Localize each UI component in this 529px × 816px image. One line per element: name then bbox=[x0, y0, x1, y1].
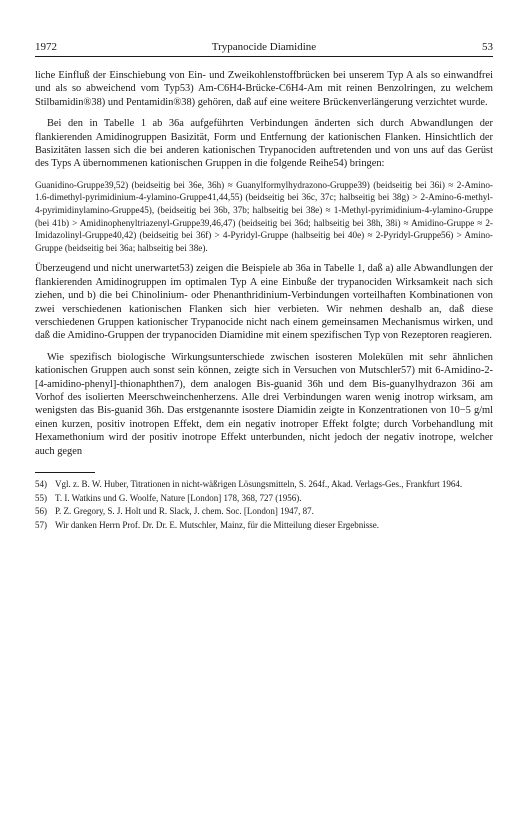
footnote-text: T. I. Watkins und G. Woolfe, Nature [London] 178, 368, 727 (1956). bbox=[55, 492, 302, 503]
footnote-number: 57) bbox=[35, 519, 47, 530]
footnote bbox=[35, 520, 493, 532]
footnote-number: 55) bbox=[35, 492, 47, 503]
footnote bbox=[35, 506, 493, 518]
footnote bbox=[35, 493, 493, 505]
footnote-rule bbox=[35, 472, 95, 473]
footnote-text: P. Z. Gregory, S. J. Holt und R. Slack, J. chem. Soc. [London] 1947, 87. bbox=[55, 506, 314, 517]
basicity-series-paragraph: Guanidino-Gruppe39,52) (beidseitig bei 36e, 36h) ≈ Guanylformylhydrazono-Gruppe39) (beidseitig bei 36i) ≈ 2-Amino-1.6-dimethyl-pyrimidinium-4-ylamino-Gruppe41,44,55) (beidseitig bei 36c, 37c; halbseitig bei 38g) > 2-Amino-6-methyl-4-pyrimidinylamino-Gruppe45), (beidseitig bei 36b, 37b; halbseitig bei 38e) ≈ 1-Methyl-pyrimidinium-4-ylamino-Gruppe (bei 41b) > Amidinophenyltriazenyl-Gruppe39,46,47) (beidseitig bei 36d; halbseitig bei 38h, 38i) ≈ Amidino-Gruppe ≈ 2-Imidazolinyl-Gruppe40,42) (beidseitig bei 36f) > 4-Pyridyl-Gruppe (halbseitig bei 40e) ≈ 2-Pyridyl-Gruppe56) > Amino-Gruppe (beidseitig bei 36a; halbseitig bei 38e). bbox=[35, 179, 496, 253]
header-page-number: 53 bbox=[482, 41, 493, 53]
paragraph-4: Überzeugend und nicht unerwartet53) zeigen die Beispiele ab 36a in Tabelle 1, daß a) alle Abwandlungen der flankierenden Amidinogruppen im optimalen Typ A eine Einbuße der trypanociden Wirksamkeit nach sich ziehen, und b) die bei Chinolinium- oder Phenanthridinium-Verbindungen vorteilhaften Kombinationen von zwei verschiedenen kationischen Flanken sich hier verbieten. Wir nehmen deshalb an, daß diese verschiedenen Gruppen kationischer Trypanocide nicht nach einem gemeinsamen Mechanismus wirken, und daß die Amidino-Gruppen der trypanociden Diamidine mit einem spezifischen Typ von Rezeptoren reagieren. bbox=[35, 263, 496, 342]
header-title: Trypanocide Diamidine bbox=[211, 41, 317, 53]
footnote-text: Vgl. z. B. W. Huber, Titrationen in nicht-wäßrigen Lösungsmitteln, S. 264f., Akad. Verlags-Ges., Frankfurt 1964. bbox=[55, 479, 463, 490]
paragraph-1: liche Einfluß der Einschiebung von Ein- und Zweikohlenstoffbrücken bei unserem Typ A als so einwandfrei und als so abweichend vom Typ53) Am-C6H4-Brücke-C6H4-Am mit reinen Benzolringen, zu welchem Stilbamidin®38) und Pentamidin®38) gehören, daß auf eine weitere Brückenverlängerung verzichtet wurde. bbox=[35, 70, 496, 108]
running-header bbox=[35, 40, 493, 54]
header-year: 1972 bbox=[35, 41, 57, 53]
footnote-text: Wir danken Herrn Prof. Dr. Dr. E. Mutschler, Mainz, für die Mitteilung dieser Ergebnisse. bbox=[55, 519, 380, 530]
header-rule bbox=[35, 56, 493, 57]
footnote-number: 54) bbox=[35, 479, 47, 490]
footnote-number: 56) bbox=[35, 506, 47, 517]
paragraph-2: Bei den in Tabelle 1 ab 36a aufgeführten Verbindungen änderten sich durch Abwandlungen der flankierenden Amidinogruppen Basizität, Form und Entfernung der kationischen Flanken. Hinsichtlich der Basizitäten lassen sich die bei anderen kationischen Trypanociden auftretenden und von uns auf das Gerüst des Typs A übernommenen kationischen Gruppen in die folgende Reihe54) bringen: bbox=[35, 118, 496, 170]
footnote bbox=[35, 479, 493, 491]
paragraph-5: Wie spezifisch biologische Wirkungsunterschiede zwischen isosteren Molekülen mit sehr ähnlichen kationischen Gruppen auch sonst sein können, zeigte sich in Versuchen von Mutschler57) mit 6-Amidino-2-[4-amidino-phenyl]-thionaphthen7), dem analogen Bis-guanid 36h und dem Bis-guanylhydrazon 36i am Vorhof des isolierten Meerschweinchenherzens. Alle drei Verbindungen waren wenig inotrop wirksam, am wenigsten das Bis-guanid 36h. Das erstgenannte isostere Diamidin zeigte in Konzentrationen von 10−5 g/ml einen kurzen, positiv inotropen Effekt, dem ein negativ inotroper Effekt folgte; durch Vorbehandlung mit Hexamethonium wird der positiv inotrope Effekt unterbunden, nicht jedoch der negativ inotrope, welcher auch gegen bbox=[35, 351, 496, 457]
page bbox=[35, 40, 496, 533]
